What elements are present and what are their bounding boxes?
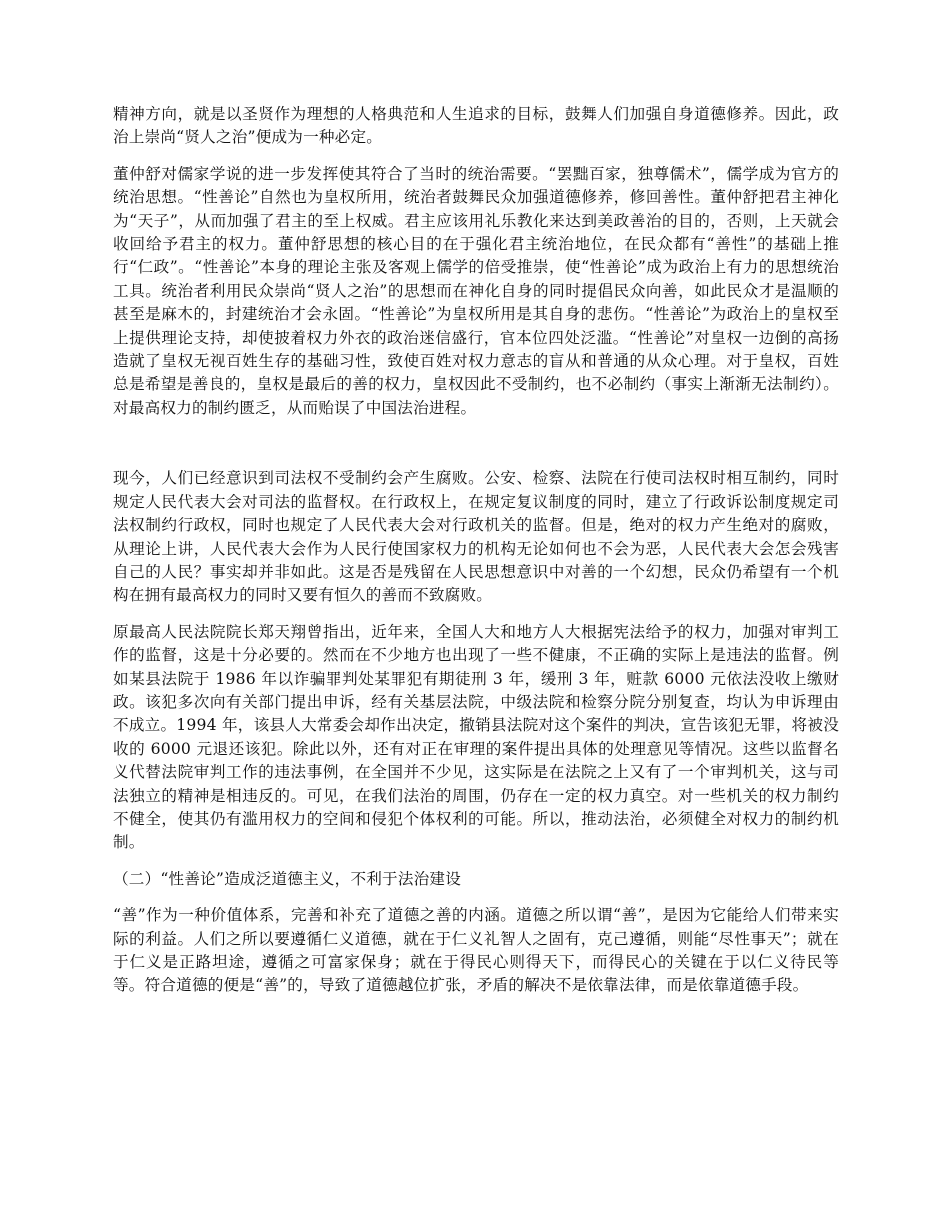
document-page — [113, 103, 839, 1011]
paragraph-2: 董仲舒对儒家学说的进一步发挥使其符合了当时的统治需要。“罢黜百家，独尊儒术”，儒学成为官方的统治思想。“性善论”自然也为皇权所用，统治者鼓舞民众加强道德修养，修回善性。董仲舒把君主神化为“天子”，从而加强了君主的至上权威。君主应该用礼乐教化来达到美政善治的目的，否则，上天就会收回给予君主的权力。董仲舒思想的核心目的在于强化君主统治地位，在民众都有“善性”的基础上推行“仁政”。“性善论”本身的理论主张及客观上儒学的倍受推崇，使“性善论”成为政治上有力的思想统治工具。统治者利用民众崇尚“贤人之治”的思想而在神化自身的同时提倡民众向善，如此民众才是温顺的甚至是麻木的，封建统治才会永固。“性善论”为皇权所用是其自身的悲伤。“性善论”为政治上的皇权至上提供理论支持，却使披着权力外衣的政治迷信盛行，官本位四处泛滥。“性善论”对皇权一边倒的高扬造就了皇权无视百姓生存的基础习性，致使百姓对权力意志的盲从和普通的从众心理。对于皇权，百姓总是希望是善良的，皇权是最后的善的权力，皇权因此不受制约，也不必制约（事实上渐渐无法制约）。对最高权力的制约匮乏，从而贻误了中国法治进程。 — [113, 164, 839, 417]
paragraph-3: 现今，人们已经意识到司法权不受制约会产生腐败。公安、检察、法院在行使司法权时相互制约，同时规定人民代表大会对司法的监督权。在行政权上，在规定复议制度的同时，建立了行政诉讼制度规定司法权制约行政权，同时也规定了人民代表大会对行政机关的监督。但是，绝对的权力产生绝对的腐败，从理论上讲，人民代表大会作为人民行使国家权力的机构无论如何也不会为恶，人民代表大会怎会残害自己的人民？事实却并非如此。这是否是残留在人民思想意识中对善的一个幻想，民众仍希望有一个机构在拥有最高权力的同时又要有恒久的善而不致腐败。 — [113, 469, 839, 605]
paragraph-1: 精神方向，就是以圣贤作为理想的人格典范和人生追求的目标，鼓舞人们加强自身道德修养。因此，政治上崇尚“贤人之治”便成为一种必定。 — [113, 105, 839, 147]
section-heading: （二）“性善论”造成泛道德主义，不利于法治建设 — [113, 869, 462, 888]
paragraph-5: “善”作为一种价值体系，完善和补充了道德之善的内涵。道德之所以谓“善”，是因为它能给人们带来实际的利益。人们之所以要遵循仁义道德，就在于仁义礼智人之固有，克己遵循，则能“尽性事天”；就在于仁义是正路坦途，遵循之可富家保身；就在于得民心则得天下，而得民心的关键在于以仁义待民等等。符合道德的便是“善”的，导致了道德越位扩张，矛盾的解决不是依靠法律，而是依靠道德手段。 — [113, 906, 839, 995]
paragraph-4: 原最高人民法院院长郑天翔曾指出，近年来，全国人大和地方人大根据宪法给予的权力，加强对审判工作的监督，这是十分必要的。然而在不少地方也出现了一些不健康，不正确的实际上是违法的监督。例如某县法院于 1986 年以诈骗罪判处某罪犯有期徒刑 3 年，缓刑 3 年，赃款 6000 元依法没收上缴财政。该犯多次向有关部门提出申诉，经有关基层法院，中级法院和检察分院分别复查，均认为申诉理由不成立。1994 年，该县人大常委会却作出决定，撤销县法院对这个案件的判决，宣告该犯无罪，将被没收的 6000 元退还该犯。除此以外，还有对正在审理的案件提出具体的处理意见等情况。这些以监督名义代替法院审判工作的违法事例，在全国并不少见，这实际是在法院之上又有了一个审判机关，这与司法独立的精神是相违反的。可见，在我们法治的周围，仍存在一定的权力真空。对一些机关的权力制约不健全，使其仍有滥用权力的空间和侵犯个体权利的可能。所以，推动法治，必须健全对权力的制约机制。 — [113, 622, 839, 852]
